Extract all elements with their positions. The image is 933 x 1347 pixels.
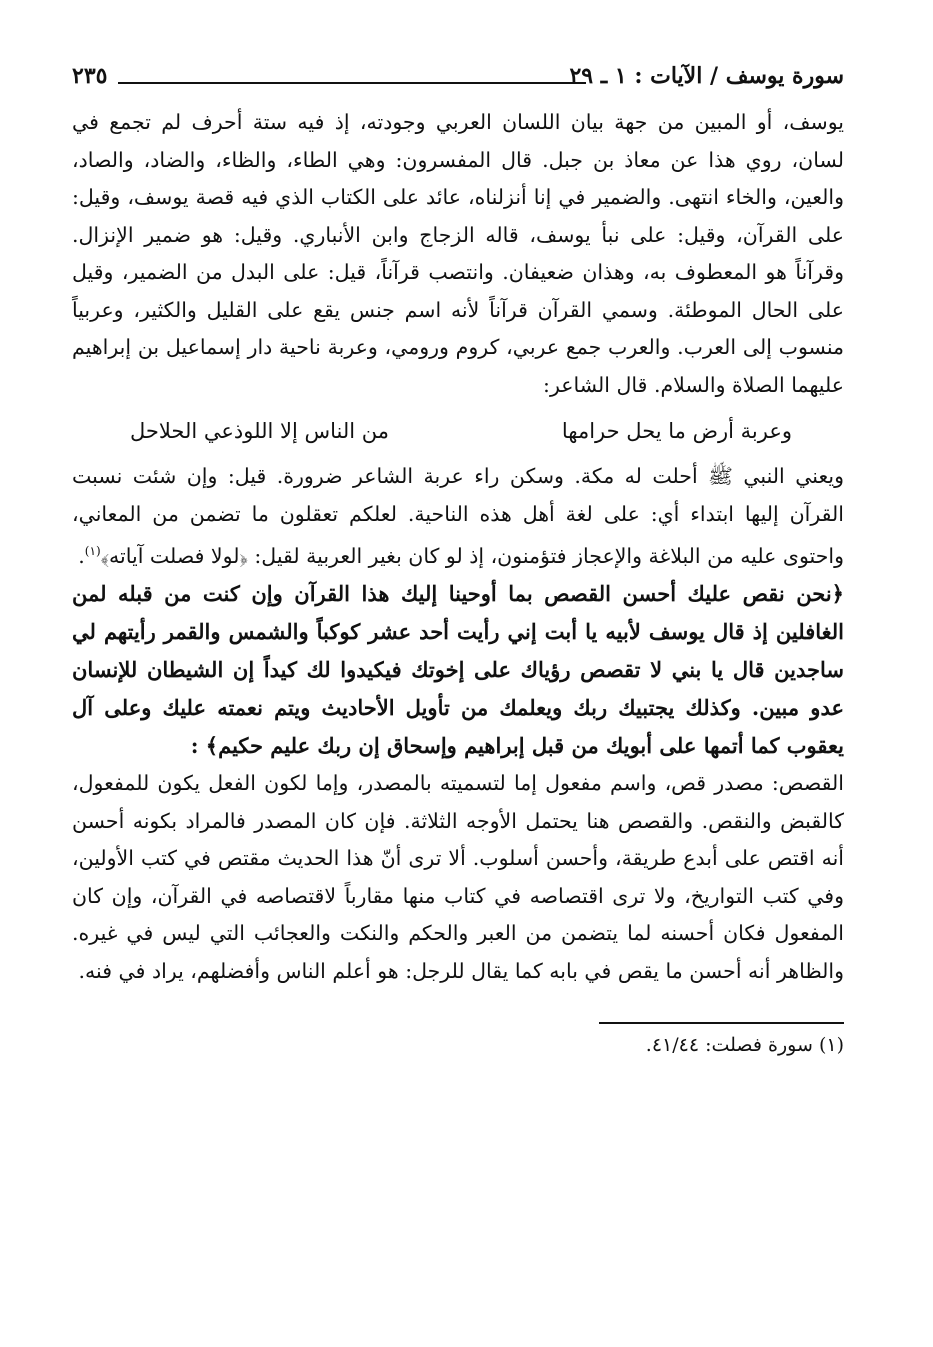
paragraph-2 [72,458,844,575]
verse-first-hemistich: وعربة أرض ما يحل حرامها [561,419,792,443]
header-rule [118,82,586,84]
paragraph-2-end: . [78,543,85,568]
footnote: (١) سورة فصلت: ٤١/٤٤. [645,1034,844,1057]
page-number: ٢٣٥ [72,63,108,89]
footnote-divider [599,1022,844,1024]
body-text [72,104,844,990]
header-title: سورة يوسف / الآيات : ١ ـ ٢٩ [569,63,844,89]
paragraph-2-text: ويعني النبي ﷺ أحلت له مكة. وسكن راء عربة الشاعر ضرورة. قيل: وإن شئت نسبت القرآن إليها ابتداء أي: على لغة أهل هذه الناحية. لعلكم تعقلون ما تضمن من المعاني، واحتوى عليه من البلاغة والإعجاز فتؤمنون، إذ لو كان بغير العربية لقيل: ﴿لولا فصلت آياته﴾ [72,464,844,568]
footnote-ref: (١) [84,544,101,558]
paragraph-1: يوسف، أو المبين من جهة بيان اللسان العربي وجودته، إذ فيه ستة أحرف لم تجمع في لسان، روي هذا عن معاذ بن جبل. قال المفسرون: وهي الطاء، والظاء، والضاد، والصاد، والعين، والخاء انتهى. والضمير في إنا أنزلناه، عائد على الكتاب الذي فيه قصة يوسف، وقيل: على القرآن، وقيل: على نبأ يوسف، قاله الزجاج وابن الأنباري. وقيل: هو ضمير الإنزال. وقرآناً هو المعطوف به، وهذان ضعيفان. وانتصب قرآناً، قيل: على البدل من الضمير، وقيل على الحال الموطئة. وسمي القرآن قرآناً لأنه اسم جنس يقع على القليل والكثير، وعربياً منسوب إلى العرب. والعرب جمع عربي، كروم ورومي، وعربة ناحية دار إسماعيل بن إبراهيم عليهما الصلاة والسلام. قال الشاعر: [72,110,844,397]
poetry-verse [72,412,844,450]
book-page [72,58,844,1056]
paragraph-3: القصص: مصدر قص، واسم مفعول إما لتسميته بالمصدر، وإما لكون الفعل يكون للمفعول، كالقبض والنقص. والقصص هنا يحتمل الأوجه الثلاثة. فإن كان المصدر فالمراد بكونه أحسن أنه اقتص على أبدع طريقة، وأحسن أسلوب. ألا ترى أنّ هذا الحديث مقتص في كتب الأولين، وفي كتب التواريخ، ولا ترى اقتصاصه في كتاب منها مقارباً لاقتصاصه في القرآن، وإن كان المفعول فكان أحسنه لما يتضمن من العبر والحكم والنكت والعجائب التي ليس في غيره. والظاهر أنه أحسن ما يقص في بابه كما يقال للرجل: هو أعلم الناس وأفضلهم، يراد في فنه. [72,771,844,983]
quran-verses: ﴿نحن نقص عليك أحسن القصص بما أوحينا إليك هذا القرآن وإن كنت من قبله لمن الغافلين إذ قال يوسف لأبيه يا أبت إني رأيت أحد عشر كوكباً والشمس والقمر رأيتهم لي ساجدين قال يا بني لا تقصص رؤياك على إخوتك فيكيدوا لك كيداً إن الشيطان للإنسان عدو مبين. وكذلك يجتبيك ربك ويعلمك من تأويل الأحاديث ويتم نعمته عليك وعلى آل يعقوب كما أتمها على أبويك من قبل إبراهيم وإسحاق إن ربك عليم حكيم﴾ : [72,581,844,759]
verse-second-hemistich: من الناس إلا اللوذعي الحلاحل [130,419,389,443]
running-header [72,58,844,94]
